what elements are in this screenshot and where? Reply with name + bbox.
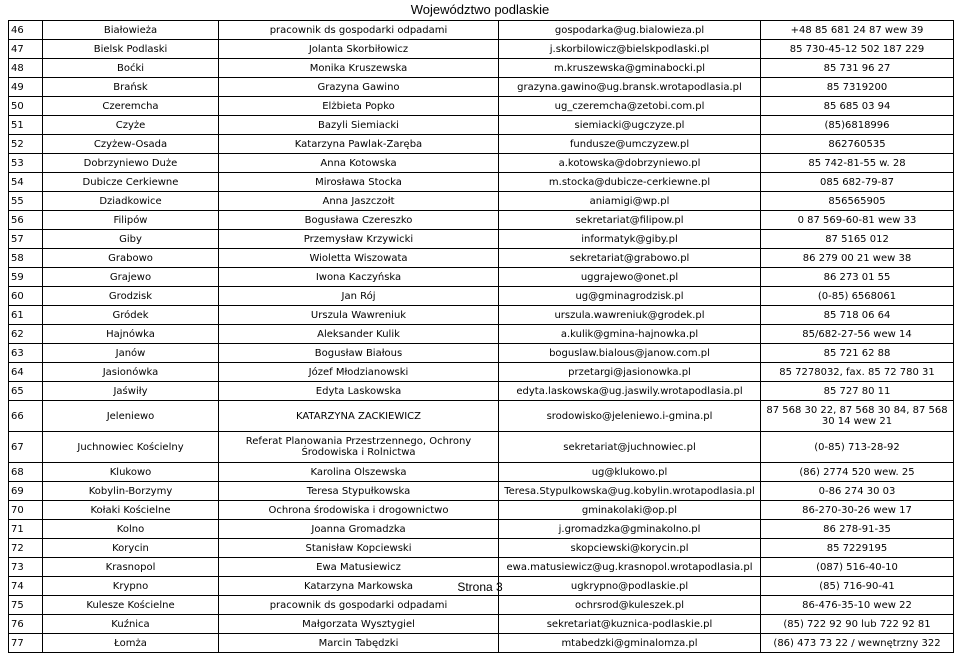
municipality-cell: Jeleniewo bbox=[43, 401, 219, 432]
municipality-cell: Gródek bbox=[43, 306, 219, 325]
table-row bbox=[9, 558, 954, 577]
email-cell: sekretariat@grabowo.pl bbox=[499, 249, 761, 268]
phone-cell: 85 731 96 27 bbox=[761, 59, 954, 78]
municipality-cell: Grabowo bbox=[43, 249, 219, 268]
email-cell: ochrsrod@kuleszek.pl bbox=[499, 596, 761, 615]
table-row bbox=[9, 520, 954, 539]
row-number-cell: 69 bbox=[9, 482, 43, 501]
email-cell: edyta.laskowska@ug.jaswily.wrotapodlasia.pl bbox=[499, 382, 761, 401]
phone-cell: 856565905 bbox=[761, 192, 954, 211]
row-number-cell: 57 bbox=[9, 230, 43, 249]
email-cell: srodowisko@jeleniewo.i-gmina.pl bbox=[499, 401, 761, 432]
table-row bbox=[9, 59, 954, 78]
row-number-cell: 70 bbox=[9, 501, 43, 520]
email-cell: grazyna.gawino@ug.bransk.wrotapodlasia.pl bbox=[499, 78, 761, 97]
municipality-cell: Jasionówka bbox=[43, 363, 219, 382]
table-row bbox=[9, 306, 954, 325]
contact-person-cell: Grazyna Gawino bbox=[219, 78, 499, 97]
row-number-cell: 65 bbox=[9, 382, 43, 401]
contact-person-cell: Przemysław Krzywicki bbox=[219, 230, 499, 249]
table-row bbox=[9, 382, 954, 401]
contact-person-cell: Anna Jaszczołt bbox=[219, 192, 499, 211]
contact-person-cell: Referat Planowania Przestrzennego, Ochrony Środowiska i Rolnictwa bbox=[219, 432, 499, 463]
phone-cell: 85 718 06 64 bbox=[761, 306, 954, 325]
table-row bbox=[9, 135, 954, 154]
table-row bbox=[9, 230, 954, 249]
email-cell: fundusze@umczyzew.pl bbox=[499, 135, 761, 154]
row-number-cell: 58 bbox=[9, 249, 43, 268]
row-number-cell: 64 bbox=[9, 363, 43, 382]
email-cell: boguslaw.bialous@janow.com.pl bbox=[499, 344, 761, 363]
contact-person-cell: Iwona Kaczyńska bbox=[219, 268, 499, 287]
row-number-cell: 77 bbox=[9, 634, 43, 653]
contact-person-cell: Marcin Tabędzki bbox=[219, 634, 499, 653]
municipality-cell: Kobylin-Borzymy bbox=[43, 482, 219, 501]
table-row bbox=[9, 287, 954, 306]
table-row bbox=[9, 501, 954, 520]
email-cell: m.kruszewska@gminabocki.pl bbox=[499, 59, 761, 78]
table-row bbox=[9, 615, 954, 634]
phone-cell: 85 721 62 88 bbox=[761, 344, 954, 363]
municipality-cell: Czyżew-Osada bbox=[43, 135, 219, 154]
row-number-cell: 52 bbox=[9, 135, 43, 154]
row-number-cell: 62 bbox=[9, 325, 43, 344]
table-row bbox=[9, 173, 954, 192]
contact-person-cell: Aleksander Kulik bbox=[219, 325, 499, 344]
phone-cell: 85 730-45-12 502 187 229 bbox=[761, 40, 954, 59]
municipality-cell: Hajnówka bbox=[43, 325, 219, 344]
email-cell: uggrajewo@onet.pl bbox=[499, 268, 761, 287]
email-cell: informatyk@giby.pl bbox=[499, 230, 761, 249]
row-number-cell: 76 bbox=[9, 615, 43, 634]
municipality-cell: Czyże bbox=[43, 116, 219, 135]
email-cell: sekretariat@filipow.pl bbox=[499, 211, 761, 230]
row-number-cell: 47 bbox=[9, 40, 43, 59]
municipality-cell: Korycin bbox=[43, 539, 219, 558]
municipality-cell: Kuźnica bbox=[43, 615, 219, 634]
table-row bbox=[9, 482, 954, 501]
row-number-cell: 67 bbox=[9, 432, 43, 463]
email-cell: ug_czeremcha@zetobi.com.pl bbox=[499, 97, 761, 116]
phone-cell: 86-270-30-26 wew 17 bbox=[761, 501, 954, 520]
table-row bbox=[9, 363, 954, 382]
phone-cell: 87 5165 012 bbox=[761, 230, 954, 249]
contact-person-cell: Ewa Matusiewicz bbox=[219, 558, 499, 577]
row-number-cell: 56 bbox=[9, 211, 43, 230]
contact-person-cell: Stanisław Kopciewski bbox=[219, 539, 499, 558]
phone-cell: (86) 2774 520 wew. 25 bbox=[761, 463, 954, 482]
phone-cell: (0-85) 6568061 bbox=[761, 287, 954, 306]
phone-cell: (0-85) 713-28-92 bbox=[761, 432, 954, 463]
contact-person-cell: Ochrona środowiska i drogownictwo bbox=[219, 501, 499, 520]
email-cell: siemiacki@ugczyze.pl bbox=[499, 116, 761, 135]
contact-person-cell: pracownik ds gospodarki odpadami bbox=[219, 21, 499, 40]
row-number-cell: 71 bbox=[9, 520, 43, 539]
municipality-cell: Filipów bbox=[43, 211, 219, 230]
row-number-cell: 72 bbox=[9, 539, 43, 558]
phone-cell: 85 742-81-55 w. 28 bbox=[761, 154, 954, 173]
table-row bbox=[9, 21, 954, 40]
municipality-cell: Juchnowiec Kościelny bbox=[43, 432, 219, 463]
row-number-cell: 63 bbox=[9, 344, 43, 363]
phone-cell: 0 87 569-60-81 wew 33 bbox=[761, 211, 954, 230]
table-row bbox=[9, 539, 954, 558]
table-row bbox=[9, 268, 954, 287]
table-row bbox=[9, 325, 954, 344]
email-cell: gminakolaki@op.pl bbox=[499, 501, 761, 520]
municipality-cell: Kolno bbox=[43, 520, 219, 539]
table-row bbox=[9, 344, 954, 363]
row-number-cell: 66 bbox=[9, 401, 43, 432]
contact-person-cell: Katarzyna Pawlak-Zaręba bbox=[219, 135, 499, 154]
municipality-cell: Grodzisk bbox=[43, 287, 219, 306]
municipality-cell: Krypno bbox=[43, 577, 219, 596]
contact-person-cell: Anna Kotowska bbox=[219, 154, 499, 173]
row-number-cell: 51 bbox=[9, 116, 43, 135]
municipality-cell: Boćki bbox=[43, 59, 219, 78]
row-number-cell: 59 bbox=[9, 268, 43, 287]
email-cell: mtabedzki@gminalomza.pl bbox=[499, 634, 761, 653]
email-cell: m.stocka@dubicze-cerkiewne.pl bbox=[499, 173, 761, 192]
row-number-cell: 75 bbox=[9, 596, 43, 615]
email-cell: ug@klukowo.pl bbox=[499, 463, 761, 482]
table-row bbox=[9, 192, 954, 211]
email-cell: j.gromadzka@gminakolno.pl bbox=[499, 520, 761, 539]
contact-person-cell: Wioletta Wiszowata bbox=[219, 249, 499, 268]
phone-cell: 87 568 30 22, 87 568 30 84, 87 568 30 14 wew 21 bbox=[761, 401, 954, 432]
table-row bbox=[9, 97, 954, 116]
phone-cell: 85/682-27-56 wew 14 bbox=[761, 325, 954, 344]
email-cell: sekretariat@kuznica-podlaskie.pl bbox=[499, 615, 761, 634]
page-title: Województwo podlaskie bbox=[410, 2, 550, 17]
contact-person-cell: Karolina Olszewska bbox=[219, 463, 499, 482]
phone-cell: 86 279 00 21 wew 38 bbox=[761, 249, 954, 268]
phone-cell: 85 7278032, fax. 85 72 780 31 bbox=[761, 363, 954, 382]
table-row bbox=[9, 40, 954, 59]
contacts-table bbox=[8, 20, 954, 653]
table-row bbox=[9, 249, 954, 268]
email-cell: j.skorbilowicz@bielskpodlaski.pl bbox=[499, 40, 761, 59]
phone-cell: (85)6818996 bbox=[761, 116, 954, 135]
contact-person-cell: Bogusława Czereszko bbox=[219, 211, 499, 230]
municipality-cell: Czeremcha bbox=[43, 97, 219, 116]
email-cell: a.kulik@gmina-hajnowka.pl bbox=[499, 325, 761, 344]
phone-cell: 085 682-79-87 bbox=[761, 173, 954, 192]
phone-cell: (86) 473 73 22 / wewnętrzny 322 bbox=[761, 634, 954, 653]
email-cell: ewa.matusiewicz@ug.krasnopol.wrotapodlasia.pl bbox=[499, 558, 761, 577]
table-row bbox=[9, 634, 954, 653]
table-row bbox=[9, 78, 954, 97]
row-number-cell: 53 bbox=[9, 154, 43, 173]
phone-cell: (85) 722 92 90 lub 722 92 81 bbox=[761, 615, 954, 634]
row-number-cell: 73 bbox=[9, 558, 43, 577]
table-row bbox=[9, 432, 954, 463]
municipality-cell: Giby bbox=[43, 230, 219, 249]
municipality-cell: Bielsk Podlaski bbox=[43, 40, 219, 59]
table-row bbox=[9, 401, 954, 432]
municipality-cell: Białowieża bbox=[43, 21, 219, 40]
email-cell: aniamigi@wp.pl bbox=[499, 192, 761, 211]
phone-cell: 86 273 01 55 bbox=[761, 268, 954, 287]
contact-person-cell: Józef Młodzianowski bbox=[219, 363, 499, 382]
table-row bbox=[9, 116, 954, 135]
phone-cell: (85) 716-90-41 bbox=[761, 577, 954, 596]
email-cell: sekretariat@juchnowiec.pl bbox=[499, 432, 761, 463]
email-cell: skopciewski@korycin.pl bbox=[499, 539, 761, 558]
email-cell: ugkrypno@podlaskie.pl bbox=[499, 577, 761, 596]
contact-person-cell: Jan Rój bbox=[219, 287, 499, 306]
email-cell: gospodarka@ug.bialowieza.pl bbox=[499, 21, 761, 40]
phone-cell: 85 7319200 bbox=[761, 78, 954, 97]
contact-person-cell: Mirosława Stocka bbox=[219, 173, 499, 192]
municipality-cell: Dubicze Cerkiewne bbox=[43, 173, 219, 192]
municipality-cell: Janów bbox=[43, 344, 219, 363]
row-number-cell: 46 bbox=[9, 21, 43, 40]
table-row bbox=[9, 596, 954, 615]
municipality-cell: Dobrzyniewo Duże bbox=[43, 154, 219, 173]
phone-cell: 85 727 80 11 bbox=[761, 382, 954, 401]
contact-person-cell: Katarzyna Markowska bbox=[219, 577, 499, 596]
municipality-cell: Grajewo bbox=[43, 268, 219, 287]
phone-cell: 86 278-91-35 bbox=[761, 520, 954, 539]
contact-person-cell: Teresa Stypułkowska bbox=[219, 482, 499, 501]
row-number-cell: 68 bbox=[9, 463, 43, 482]
contact-person-cell: Monika Kruszewska bbox=[219, 59, 499, 78]
phone-cell: +48 85 681 24 87 wew 39 bbox=[761, 21, 954, 40]
row-number-cell: 61 bbox=[9, 306, 43, 325]
email-cell: urszula.wawreniuk@grodek.pl bbox=[499, 306, 761, 325]
row-number-cell: 74 bbox=[9, 577, 43, 596]
phone-cell: 85 685 03 94 bbox=[761, 97, 954, 116]
contacts-table-body bbox=[9, 21, 954, 653]
row-number-cell: 55 bbox=[9, 192, 43, 211]
municipality-cell: Kulesze Kościelne bbox=[43, 596, 219, 615]
municipality-cell: Kołaki Kościelne bbox=[43, 501, 219, 520]
municipality-cell: Łomża bbox=[43, 634, 219, 653]
row-number-cell: 49 bbox=[9, 78, 43, 97]
row-number-cell: 48 bbox=[9, 59, 43, 78]
email-cell: przetargi@jasionowka.pl bbox=[499, 363, 761, 382]
contact-person-cell: Urszula Wawreniuk bbox=[219, 306, 499, 325]
email-cell: ug@gminagrodzisk.pl bbox=[499, 287, 761, 306]
municipality-cell: Jaświły bbox=[43, 382, 219, 401]
phone-cell: 86-476-35-10 wew 22 bbox=[761, 596, 954, 615]
contact-person-cell: KATARZYNA ZACKIEWICZ bbox=[219, 401, 499, 432]
contact-person-cell: Elżbieta Popko bbox=[219, 97, 499, 116]
phone-cell: (087) 516-40-10 bbox=[761, 558, 954, 577]
email-cell: Teresa.Stypulkowska@ug.kobylin.wrotapodlasia.pl bbox=[499, 482, 761, 501]
table-row bbox=[9, 211, 954, 230]
contact-person-cell: Edyta Laskowska bbox=[219, 382, 499, 401]
row-number-cell: 54 bbox=[9, 173, 43, 192]
row-number-cell: 60 bbox=[9, 287, 43, 306]
page-number: Strona 3 bbox=[457, 580, 503, 594]
table-row bbox=[9, 154, 954, 173]
phone-cell: 0-86 274 30 03 bbox=[761, 482, 954, 501]
contact-person-cell: Małgorzata Wysztygiel bbox=[219, 615, 499, 634]
municipality-cell: Brańsk bbox=[43, 78, 219, 97]
contact-person-cell: pracownik ds gospodarki odpadami bbox=[219, 596, 499, 615]
contact-person-cell: Joanna Gromadzka bbox=[219, 520, 499, 539]
email-cell: a.kotowska@dobrzyniewo.pl bbox=[499, 154, 761, 173]
phone-cell: 862760535 bbox=[761, 135, 954, 154]
municipality-cell: Klukowo bbox=[43, 463, 219, 482]
table-row bbox=[9, 463, 954, 482]
phone-cell: 85 7229195 bbox=[761, 539, 954, 558]
row-number-cell: 50 bbox=[9, 97, 43, 116]
municipality-cell: Krasnopol bbox=[43, 558, 219, 577]
contact-person-cell: Bazyli Siemiacki bbox=[219, 116, 499, 135]
municipality-cell: Dziadkowice bbox=[43, 192, 219, 211]
contact-person-cell: Jolanta Skorbiłowicz bbox=[219, 40, 499, 59]
contact-person-cell: Bogusław Białous bbox=[219, 344, 499, 363]
